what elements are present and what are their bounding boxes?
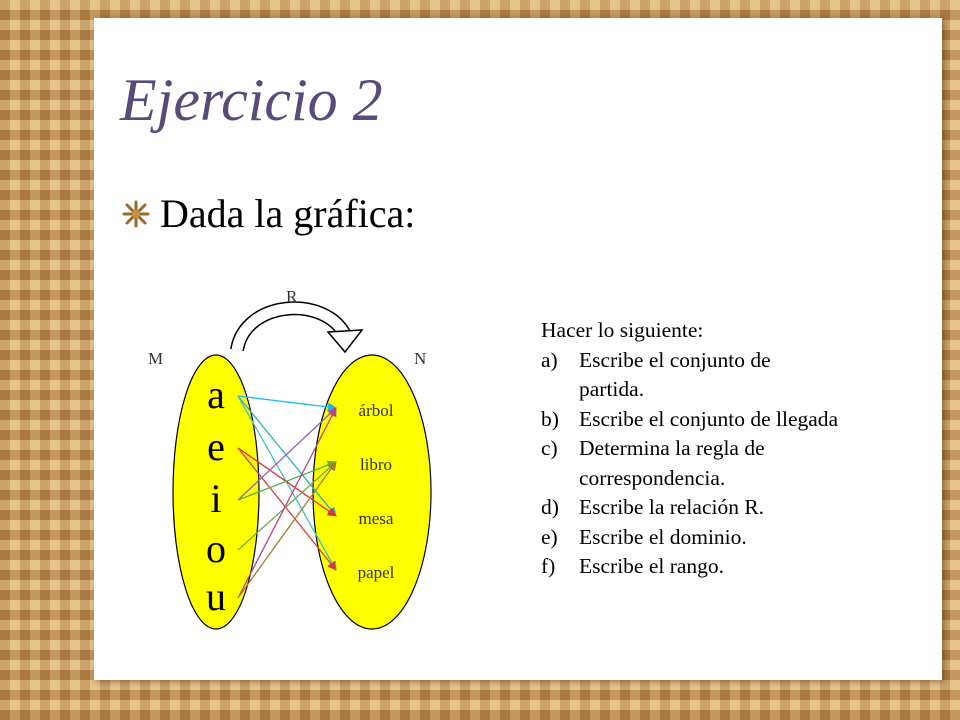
instruction-marker: f)	[541, 554, 556, 578]
instructions-panel	[541, 316, 841, 582]
instructions-heading: Hacer lo siguiente:	[541, 318, 704, 342]
instruction-text: Escribe el conjunto de llegada	[579, 406, 839, 431]
bullet-text: Dada la gráfica:	[160, 191, 416, 236]
instruction-text: Escribe la relación R.	[579, 495, 765, 519]
domain-element: o	[206, 526, 226, 571]
instruction-marker: a)	[541, 347, 558, 372]
codomain-element: papel	[357, 563, 395, 582]
codomain-ellipse	[313, 355, 431, 629]
domain-element: e	[207, 424, 225, 469]
instruction-marker: c)	[541, 436, 558, 460]
instruction-marker: b)	[541, 406, 559, 431]
domain-set-label: M	[148, 349, 164, 368]
instruction-marker: e)	[541, 524, 558, 549]
codomain-element: árbol	[358, 401, 394, 420]
codomain-element: mesa	[358, 509, 394, 528]
domain-element: a	[207, 372, 225, 417]
instruction-text: Escribe el conjunto de partida.	[579, 347, 771, 401]
instruction-text: Determina la regla de correspondencia.	[579, 436, 765, 490]
codomain-set-label: N	[414, 349, 427, 368]
instruction-marker: d)	[541, 495, 559, 519]
instruction-item	[541, 434, 841, 493]
instruction-item	[541, 405, 841, 435]
instruction-item	[541, 493, 841, 523]
domain-element: u	[206, 574, 226, 619]
codomain-element: libro	[359, 455, 393, 474]
relation-arrowhead	[328, 330, 362, 352]
relation-label: R	[286, 287, 298, 306]
instruction-item	[541, 346, 841, 405]
instruction-item	[541, 523, 841, 553]
instruction-text: Escribe el rango.	[579, 554, 725, 578]
instruction-item	[541, 552, 841, 582]
instructions-list	[541, 346, 841, 582]
instruction-text: Escribe el dominio.	[579, 524, 747, 549]
slide-title: Ejercicio 2	[120, 67, 383, 133]
domain-element: i	[210, 476, 222, 521]
mapping-arrow	[238, 396, 336, 408]
